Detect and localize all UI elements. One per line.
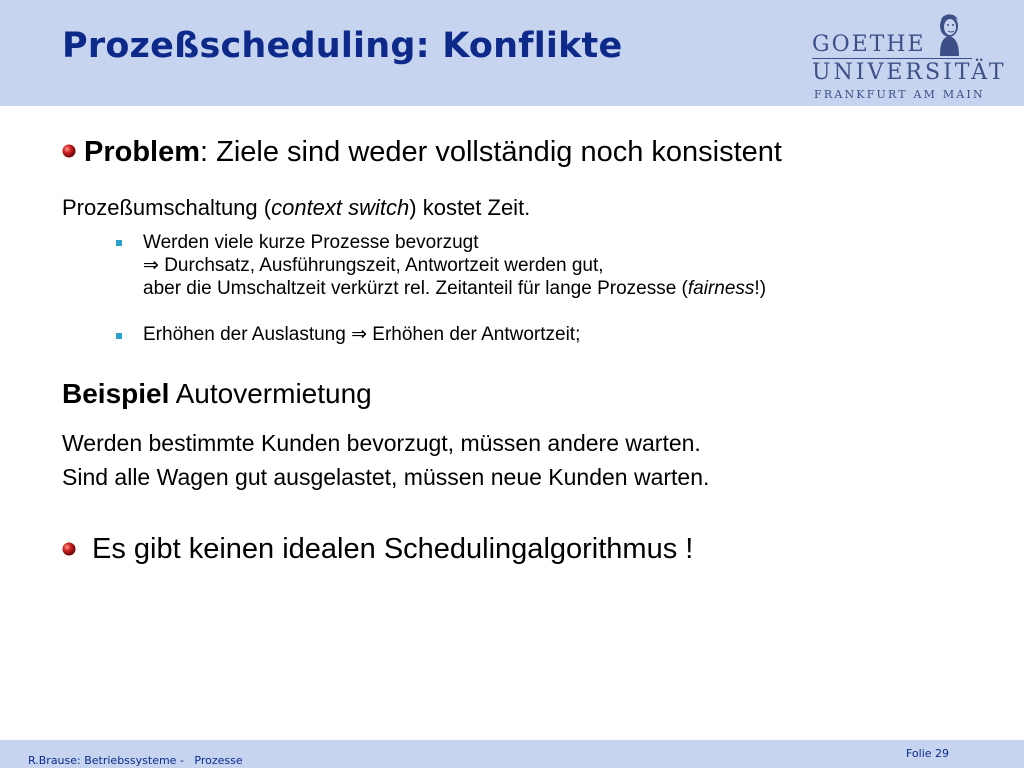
example-line-2: Sind alle Wagen gut ausgelastet, müssen neue Kunden warten. (62, 464, 710, 490)
red-ball-bullet-icon (62, 144, 76, 158)
sub-item-1-line-1: Werden viele kurze Prozesse bevorzugt (143, 232, 479, 253)
sub-item-1-line-3: aber die Umschaltzeit verkürzt rel. Zeitanteil für lange Prozesse (fairness!) (143, 278, 767, 299)
implies-arrow-icon: ⇒ (143, 255, 159, 276)
logo-text-goethe: GOETHE (812, 32, 926, 57)
problem-label: Problem (84, 136, 201, 168)
implies-arrow-icon: ⇒ (351, 324, 368, 345)
red-ball-bullet-icon (62, 542, 76, 556)
sub-item-short-processes (143, 231, 766, 300)
fairness-term: fairness (687, 278, 755, 299)
example-line-1: Werden bestimmte Kunden bevorzugt, müssen andere warten. (62, 430, 701, 456)
logo-divider (812, 58, 972, 59)
slide-footer (0, 740, 1024, 768)
context-switch-line (62, 195, 530, 221)
footer-author-course: R.Brause: Betriebssysteme - Prozesse (28, 754, 243, 767)
slide-header (0, 0, 1024, 106)
example-topic: Autovermietung (169, 378, 372, 409)
context-switch-term: context switch (271, 195, 410, 220)
square-bullet-icon (116, 240, 122, 246)
logo-text-universitaet: UNIVERSITÄT (812, 60, 1007, 85)
example-label: Beispiel (62, 378, 170, 409)
conclusion-statement: Es gibt keinen idealen Schedulingalgorithmus ! (92, 533, 694, 565)
slide-number: Folie 29 (906, 747, 950, 760)
logo-text-city: FRANKFURT AM MAIN (814, 88, 985, 101)
example-heading (62, 378, 372, 410)
sub-item-1-line-2: ⇒ Durchsatz, Ausführungszeit, Antwortzeit werden gut, (143, 255, 604, 276)
problem-statement (84, 136, 782, 169)
problem-text: : Ziele sind weder vollständig noch konsistent (200, 136, 782, 168)
context-switch-text-after: ) kostet Zeit. (409, 195, 531, 220)
university-logo (806, 10, 1007, 102)
slide-title: Prozeßscheduling: Konflikte (62, 26, 623, 66)
goethe-portrait-icon (926, 10, 972, 58)
context-switch-text-before: Prozeßumschaltung ( (62, 195, 272, 220)
square-bullet-icon (116, 333, 122, 339)
sub-item-utilization: Erhöhen der Auslastung ⇒ Erhöhen der Antwortzeit; (143, 324, 581, 345)
